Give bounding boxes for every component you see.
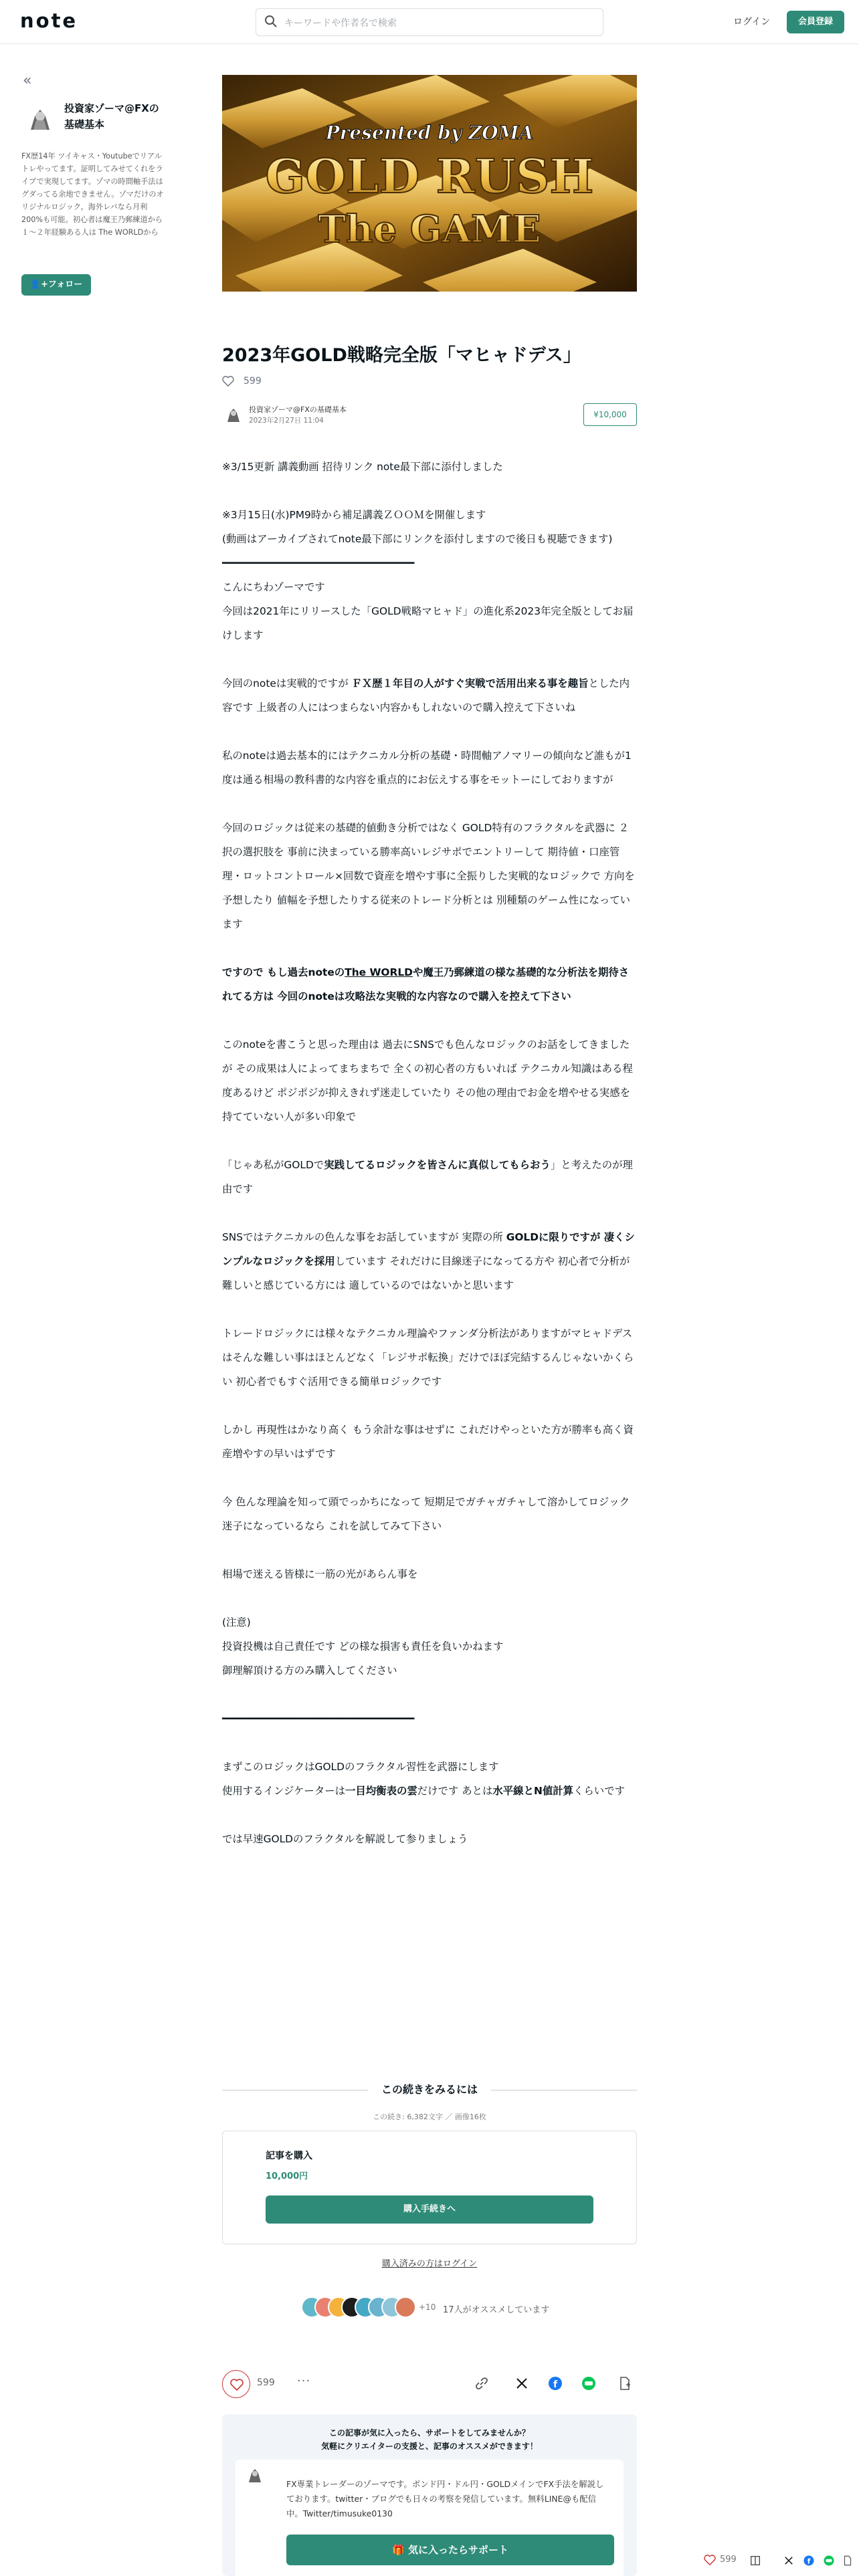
svg-text:f: f [807, 2557, 811, 2566]
paywall-title: この続きをみるには [368, 2081, 491, 2097]
paragraph: このnoteを書こうと思った理由は 過去にSNSでも色んなロジックのお話をしてきましたが その成果は人によってまちまちで 全くの初心者の方もいれば テクニカル知識はある程度あるけど ポジポジが抑えきれず迷走していたり その他の理由でお金を増やせる実感を持てていない人が多い印象で [222, 1039, 633, 1123]
text-run: 「じゃあ私がGOLDで [222, 1159, 324, 1171]
embed-icon[interactable] [617, 2375, 633, 2391]
paragraph [222, 1153, 637, 1201]
support-heading-line1: この記事が気に入ったら、サポートをしてみませんか？ [328, 2428, 530, 2438]
paragraph: 私のnoteは過去基本的にはテクニカル分析の基礎・時間軸アノマリーの傾向など誰もが1度は通る相場の教科書的な内容を重点的にお伝えする事をモットーにしておりますが [222, 750, 632, 786]
x-share-icon[interactable] [783, 2555, 795, 2567]
bold-text: ですので [222, 966, 267, 978]
text-run: しています それだけに目線迷子になってる方や 初心者で分析が難しいと感じている方には 適しているのではないかと思います [222, 1255, 630, 1291]
recommender-more: +10 [419, 2302, 436, 2312]
support-card [235, 2460, 624, 2576]
bold-text: ＦＸ歴１年目の人がすぐ実戦で活用出来る事を趣旨 [351, 677, 589, 689]
support-box [222, 2414, 637, 2576]
support-heading-line2: 気軽にクリエイターの支援と、記事のオススメができます！ [321, 2442, 538, 2451]
creator-avatar[interactable] [21, 100, 59, 138]
purchased-login-link[interactable]: 購入済みの方はログイン [381, 2259, 478, 2269]
article-title: 2023年GOLD戦略完全版「マヒャドデス」 [222, 345, 581, 366]
bold-text: もし過去noteの [266, 966, 345, 978]
user-plus-icon: 👤+ [29, 280, 48, 290]
world-link[interactable]: The WORLD [345, 966, 413, 978]
bold-text: や魔王乃郵練道の様な基礎的な分析法を期待されてる方は 今回のnoteは攻略法な実戦的な内容なので購入を控えて下さい [222, 966, 630, 1002]
text-run: 今回のnoteは実戦的ですが [222, 677, 352, 689]
search-icon [264, 15, 278, 28]
text-run: まずこのロジックはGOLDのフラクタル習性を武器にします 使用するインジケーターは [222, 1761, 499, 1797]
floating-action-bar [696, 2545, 859, 2576]
hero-subtitle: The GAME [318, 207, 541, 251]
paragraph: 今回のロジックは従来の基礎的値動き分析ではなく GOLD特有のフラクタルを武器に ２択の選択肢を 事前に決まっている勝率高いレジサポでエントリーして 期待値・口座管理・ロットコントロール×回数で資産を増やす事に全振りした実戦的なロジックで 方向を予想したり 値幅を予想したりする従来のトレード分析とは 別種類のゲーム性になっています [222, 822, 635, 930]
paragraph: ※3月15日(水)PM9時から補足講義ＺＯＯＭを開催します (動画はアーカイブされてnote最下部にリンクを添付しますので後日も視聴できます) ━━━━━━━━━━━━━━━━━━━━━━━━━━━━━━━ こんにちわゾーマです 今回は2021年にリリースした「GOLD戦略マヒャド」の進化系2023年完全版としてお届けします [222, 509, 634, 641]
heart-icon[interactable] [704, 2555, 716, 2565]
author-name[interactable]: 投資家ゾーマ@FXの基礎基本 [249, 405, 347, 414]
like-count: 599 [244, 376, 262, 387]
more-menu-icon[interactable]: ··· [297, 2374, 311, 2388]
paragraph [222, 960, 637, 1008]
action-row [222, 2370, 637, 2398]
creator-description: FX歴14年 ツイキャス・Youtubeでリアルトレやってます。証明してみせてくれをライブで実現してます。ゾマの時間軸手法はグダってる余地できません。ゾマだけのオリジナルロジック。海外レバなら月利200%も可能。初心者は魔王乃郵練道から１～２年経験ある人は The WORLDから [21, 152, 164, 237]
note-logo[interactable]: note [20, 9, 78, 32]
bold-text: 一目均衡表の雲 [345, 1785, 417, 1797]
paragraph: では早速GOLDのフラクタルを解説して参りましょう [222, 1833, 468, 1845]
purchase-button[interactable]: 購入手続きへ [266, 2195, 593, 2224]
hero-presented: Presented by ZOMA [325, 122, 534, 144]
text-run: SNSではテクニカルの色んな事をお話していますが 実際の所 [222, 1231, 506, 1243]
chevron-double-left-icon[interactable]: « [23, 72, 32, 89]
embed-icon[interactable] [842, 2555, 854, 2567]
support-button[interactable] [286, 2535, 614, 2565]
publish-date: 2023年2月27日 11:04 [249, 417, 324, 425]
gift-icon: 🎁 [392, 2544, 408, 2556]
follow-button[interactable] [21, 274, 91, 296]
recommender-avatar[interactable] [395, 2296, 416, 2318]
creator-profile-text: FX専業トレーダーのゾーマです。ポンド円・ドル円・GOLDメインでFX手法を解説しております。twitter・ブログでも日々の考察を発信しています。無料LINE@も配信中。Twitter/timusuke0130 [286, 2479, 604, 2518]
login-link[interactable]: ログイン [733, 17, 771, 27]
facebook-share-icon[interactable] [547, 2375, 563, 2391]
purchase-label: 記事を購入 [266, 2151, 312, 2161]
like-count: 599 [257, 2377, 275, 2388]
like-count: 599 [720, 2555, 737, 2565]
bold-text: 水平線とN値計算 [492, 1785, 574, 1797]
text-run: 」と考えたのが理由です [222, 1159, 633, 1195]
top-header [0, 0, 859, 44]
text-run: だけです あとは [417, 1785, 493, 1797]
paragraph: トレードロジックには様々なテクニカル理論やファンダ分析法がありますがマヒャドデスはそんな難しい事はほとんどなく「レジサポ転換」だけでほぼ完結するんじゃないかくらい 初心者でもすぐ活用できる簡単ロジックです [222, 1327, 634, 1388]
paywall-remaining: この続き: 6,382文字 ／ 画像16枚 [373, 2113, 486, 2121]
paragraph: ※3/15更新 講義動画 招待リンク note最下部に添付しました [222, 461, 503, 473]
creator-avatar[interactable] [245, 2465, 265, 2485]
bold-text: GOLDに限りですが 凄くシンプルなロジックを採用 [222, 1231, 635, 1267]
author-row [222, 403, 637, 427]
purchase-price: 10,000円 [266, 2171, 308, 2181]
hero-title: GOLD RUSH [265, 148, 594, 204]
recommender-count: 17人がオススメしています [443, 2305, 550, 2315]
article-body [222, 455, 637, 1875]
magazine-icon[interactable] [749, 2555, 761, 2567]
text-run: とした内容です 上級者の人にはつまらない内容かもしれないので購入控えて下さいね [222, 677, 630, 714]
paragraph [222, 1225, 637, 1297]
price-badge[interactable]: ¥10,000 [583, 403, 637, 426]
svg-text:f: f [553, 2379, 558, 2390]
paragraph [222, 1755, 637, 1803]
author-avatar[interactable] [222, 403, 245, 426]
heart-icon[interactable] [222, 376, 234, 387]
like-summary [222, 376, 262, 387]
creator-name[interactable]: 投資家ゾーマ@FXの基礎基本 [64, 102, 159, 130]
facebook-share-icon[interactable] [803, 2555, 815, 2567]
paragraph: しかし 再現性はかなり高く もう余計な事はせずに これだけやっといた方が勝率も高く資産増やすの早いはずです [222, 1424, 634, 1460]
search-input[interactable] [256, 8, 603, 36]
hero-image [222, 75, 637, 292]
line-share-icon[interactable] [823, 2555, 835, 2567]
support-button-label: 気に入ったらサポート [407, 2544, 508, 2556]
paragraph: 今 色んな理論を知って頭でっかちになって 短期足でガチャガチャして溶かしてロジック迷子になっているなら これを試してみて下さい [222, 1496, 630, 1532]
paragraph [222, 671, 637, 720]
divider-line: ━━━━━━━━━━━━━━━━━━━━━━━━━━━━━━━ [222, 1713, 415, 1725]
text-run: くらいです [573, 1785, 625, 1797]
bold-text: 実践してるロジックを皆さんに真似してもらおう [324, 1159, 551, 1171]
like-button[interactable] [222, 2370, 250, 2398]
paragraph: 相場で迷える皆様に一筋の光があらん事を [222, 1568, 418, 1580]
search-placeholder: キーワードや作者名で検索 [284, 18, 397, 29]
x-share-icon[interactable] [514, 2375, 530, 2391]
line-share-icon[interactable] [581, 2375, 597, 2391]
purchase-box [222, 2131, 637, 2244]
paragraph: (注意) 投資投機は自己責任です どの様な損害も責任を負いかねます 御理解頂ける方のみ購入してください [222, 1616, 504, 1677]
heart-icon [230, 2379, 244, 2391]
recommenders-row[interactable] [301, 2296, 595, 2319]
signup-button[interactable]: 会員登録 [787, 11, 844, 33]
follow-label: フォロー [47, 280, 83, 290]
link-icon[interactable] [474, 2375, 490, 2391]
support-heading [222, 2426, 637, 2453]
